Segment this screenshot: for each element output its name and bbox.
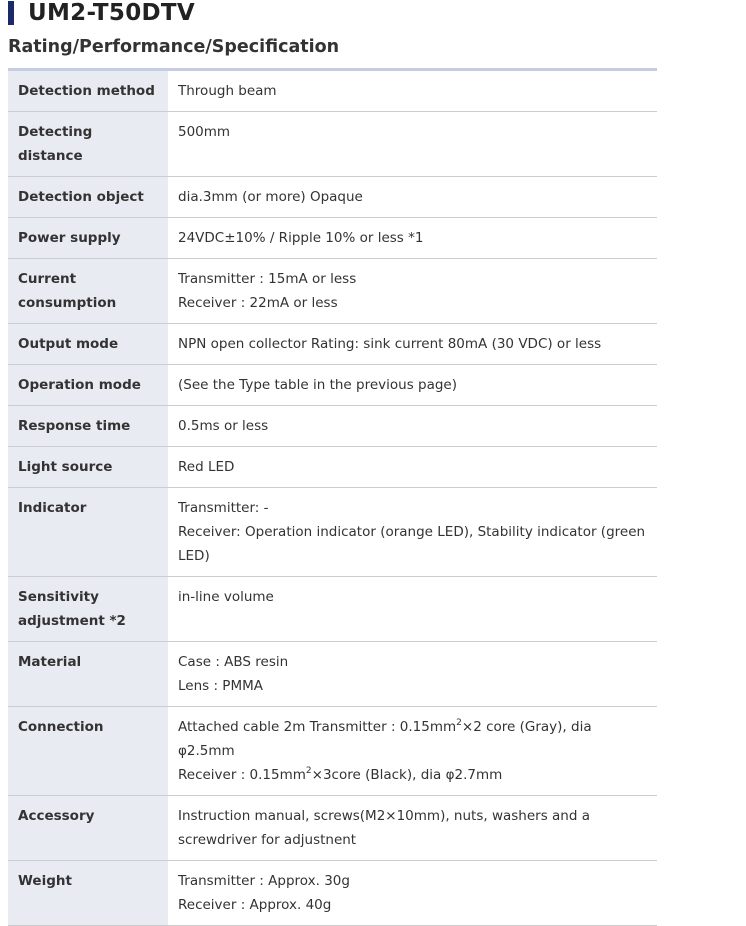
spec-value (168, 861, 657, 926)
spec-label: Accessory (8, 796, 168, 861)
spec-value (168, 488, 657, 577)
section-title: Rating/Performance/Specification (8, 37, 340, 57)
spec-value-line: Instruction manual, screws(M2×10mm), nuts, washers and a screwdriver for adjustnent (178, 808, 590, 848)
superscript: 2 (305, 765, 312, 776)
spec-value (168, 112, 657, 177)
spec-value-line: NPN open collector Rating: sink current 80mA (30 VDC) or less (178, 336, 602, 352)
spec-value (168, 70, 657, 112)
spec-label: Operation mode (8, 365, 168, 406)
page-header (8, 0, 195, 26)
spec-table (8, 68, 657, 926)
spec-value-text: Attached cable 2m Transmitter : 0.15mm (178, 719, 457, 735)
superscript: 2 (456, 717, 462, 728)
spec-label: Output mode (8, 324, 168, 365)
spec-row (8, 259, 657, 324)
spec-row (8, 796, 657, 861)
spec-row (8, 707, 657, 796)
spec-value (168, 406, 657, 447)
spec-value-line: dia.3mm (or more) Opaque (178, 189, 363, 205)
spec-value (168, 577, 657, 642)
spec-label: Power supply (8, 218, 168, 259)
spec-label: Material (8, 642, 168, 707)
spec-label: Indicator (8, 488, 168, 577)
spec-value-line: Receiver : Approx. 40g (178, 897, 332, 913)
spec-value-line: Red LED (178, 459, 235, 475)
spec-value-text: Receiver : 0.15mm (178, 767, 306, 783)
spec-row (8, 861, 657, 926)
spec-label: Sensitivity adjustment *2 (8, 577, 168, 642)
spec-value-line: 500mm (178, 124, 231, 140)
title-accent-bar (8, 1, 14, 25)
spec-row (8, 406, 657, 447)
spec-value (168, 324, 657, 365)
spec-value-line: (See the Type table in the previous page) (178, 377, 458, 393)
spec-label: Detecting distance (8, 112, 168, 177)
spec-row (8, 112, 657, 177)
spec-value-line: Through beam (178, 83, 277, 99)
spec-value (168, 447, 657, 488)
spec-value-line: Transmitter : 15mA or less (178, 271, 357, 287)
spec-value-line: Transmitter: - (178, 500, 269, 516)
spec-row (8, 218, 657, 259)
spec-value (168, 218, 657, 259)
spec-row (8, 577, 657, 642)
spec-value (168, 259, 657, 324)
spec-row (8, 70, 657, 112)
spec-value-line: in-line volume (178, 589, 274, 605)
spec-row (8, 447, 657, 488)
spec-value-text: ×3core (Black), dia φ2.7mm (311, 767, 503, 783)
spec-value-line: Lens : PMMA (178, 678, 263, 694)
spec-value-line (178, 715, 647, 763)
page-title: UM2-T50DTV (28, 0, 196, 26)
spec-label: Detection object (8, 177, 168, 218)
spec-value (168, 365, 657, 406)
spec-label: Detection method (8, 70, 168, 112)
spec-label: Response time (8, 406, 168, 447)
spec-value-line: 0.5ms or less (178, 418, 269, 434)
spec-label: Connection (8, 707, 168, 796)
spec-label: Light source (8, 447, 168, 488)
spec-value-line: Case : ABS resin (178, 654, 289, 670)
spec-row (8, 488, 657, 577)
spec-label: Current consumption (8, 259, 168, 324)
spec-value-line (178, 763, 647, 787)
spec-value (168, 707, 657, 796)
spec-row (8, 177, 657, 218)
spec-row (8, 642, 657, 707)
spec-value (168, 642, 657, 707)
spec-label: Weight (8, 861, 168, 926)
spec-value-line: Receiver: Operation indicator (orange LED), Stability indicator (green LED) (178, 524, 646, 564)
spec-row (8, 324, 657, 365)
spec-value (168, 796, 657, 861)
spec-value-line: Receiver : 22mA or less (178, 295, 338, 311)
spec-row (8, 365, 657, 406)
spec-value (168, 177, 657, 218)
spec-value-text: ×2 core (Gray), dia φ2.5mm (178, 719, 592, 759)
spec-value-line: Transmitter : Approx. 30g (178, 873, 350, 889)
spec-value-line: 24VDC±10% / Ripple 10% or less *1 (178, 230, 424, 246)
